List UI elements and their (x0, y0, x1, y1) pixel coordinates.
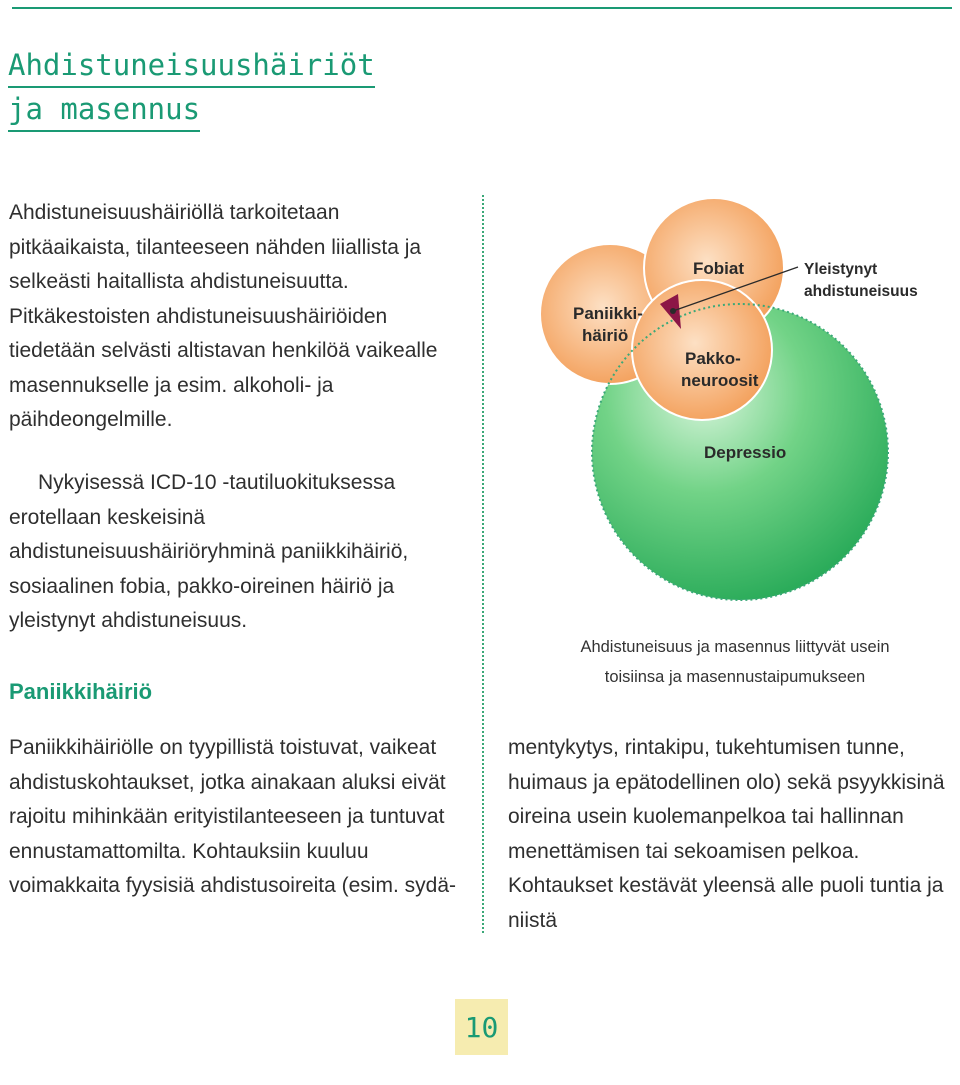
diagram-caption (535, 632, 935, 692)
generalized-anxiety-label-2: ahdistuneisuus (804, 283, 918, 300)
top-rule (12, 7, 952, 9)
title-line-1: Ahdistuneisuushäiriöt (8, 44, 375, 88)
page-title (8, 44, 375, 132)
panic-heading: Paniikkihäiriö (9, 679, 153, 704)
generalized-anxiety-label-1: Yleistynyt (804, 261, 878, 278)
continuation-paragraph: mentykytys, rintakipu, tukehtumisen tunne, huimaus ja epätodellinen olo) sekä psyykkisinä oireina usein kuolemanpelkoa tai hallinnan menettämisen tai sekoamisen pelkoa. Kohtaukset kestävät yleensä alle puoli tuntia ja niistä (508, 736, 945, 932)
column-divider (482, 195, 484, 933)
caption-line-1: Ahdistuneisuus ja masennus liittyvät usein (580, 638, 890, 656)
panic-paragraph: Paniikkihäiriölle on tyypillistä toistuvat, vaikeat ahdistuskohtaukset, jotka ainakaan aluksi eivät rajoitu mihinkään erityistilanteeseen ja tuntuvat ennustamattomilta. Kohtauksiin kuuluu voimakkaita fyysisiä ahdistusoireita (esim. sydä- (9, 736, 456, 897)
ocd-label-1: Pakko- (685, 349, 741, 368)
title-line-2: ja masennus (8, 88, 200, 132)
intro-paragraph: Ahdistuneisuushäiriöllä tarkoitetaan pitkäaikaista, tilanteeseen nähden liiallista ja selkeästi haitallista ahdistuneisuutta. Pitkäkestoisten ahdistuneisuushäiriöiden tiedetään selvästi altistavan henkilöä vaikealle masennukselle ja esim. alkoholi- ja päihdeongelmille. (9, 201, 438, 431)
comorbidity-diagram (500, 190, 960, 610)
phobia-label: Fobiat (693, 259, 744, 278)
panic-label-1: Paniikki- (573, 304, 643, 323)
panic-label-2: häiriö (582, 326, 629, 345)
caption-line-2: toisiinsa ja masennustaipumukseen (604, 668, 866, 686)
depression-label: Depressio (704, 443, 787, 462)
ocd-label-2: neuroosit (681, 371, 759, 390)
icd-paragraph: Nykyisessä ICD-10 -tautiluokituksessa erotellaan keskeisinä ahdistuneisuushäiriöryhminä paniikkihäiriö, sosiaalinen fobia, pakko-oireinen häiriö ja yleistynyt ahdistuneisuus. (9, 471, 409, 632)
page-number: 10 (455, 999, 508, 1055)
